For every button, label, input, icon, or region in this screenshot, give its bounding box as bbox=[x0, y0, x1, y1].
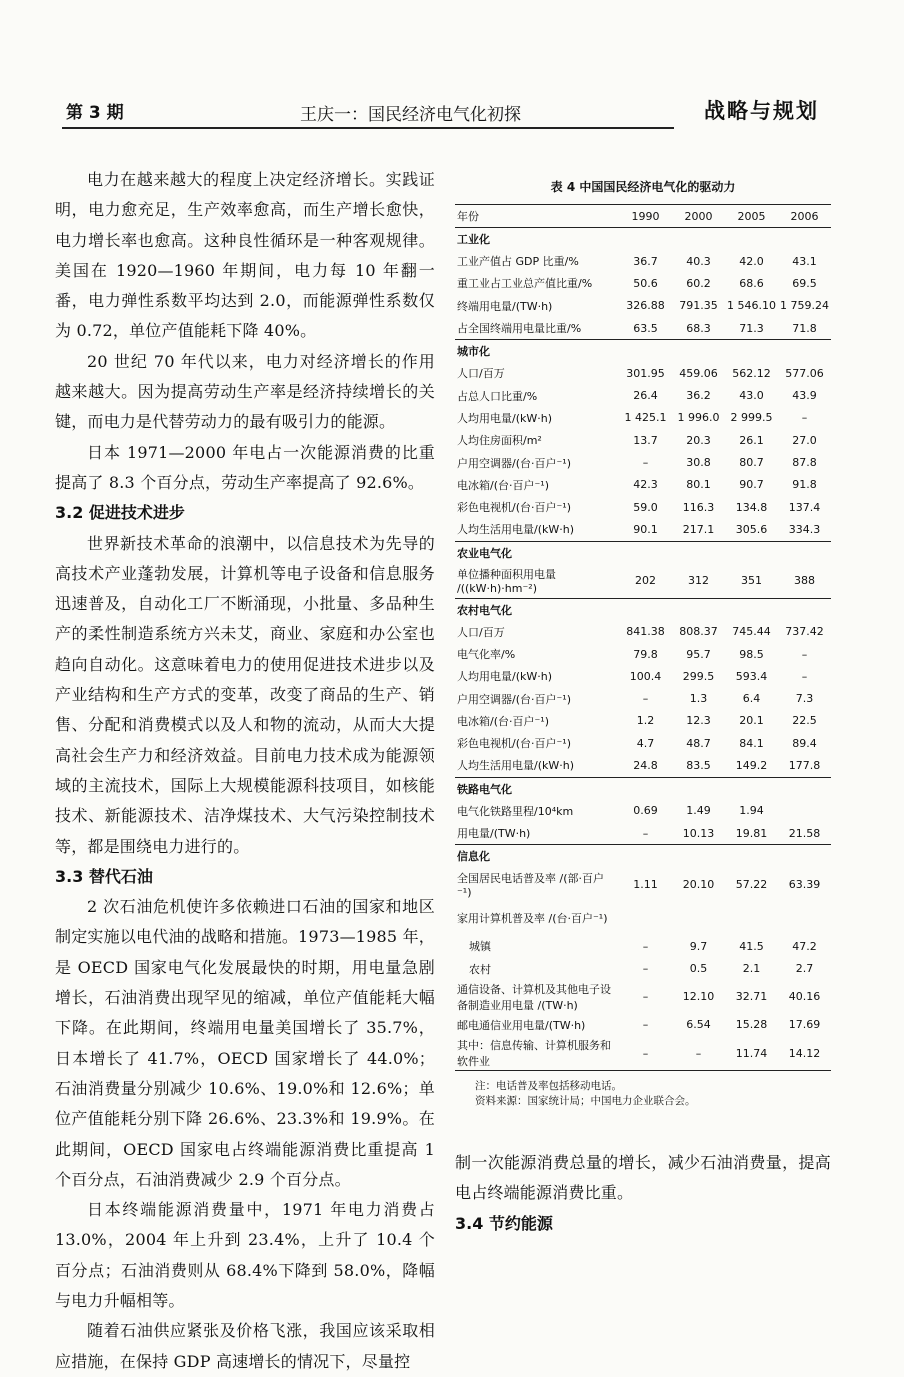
column-header: 1990 bbox=[619, 205, 672, 228]
table-cell: 20.10 bbox=[682, 877, 715, 891]
table-cell: 43.1 bbox=[792, 254, 817, 268]
body-paragraph: 日本终端能源消费量中，1971 年电力消费占 13.0%，2004 年上升到 23.4%，上升了 10.4 个百分点；石油消费则从 68.4%下降到 58.0%，降幅与电力升幅相等。 bbox=[55, 1200, 435, 1310]
table-row bbox=[455, 362, 831, 384]
table-cell: 1 759.24 bbox=[780, 299, 829, 313]
table-cell: 13.7 bbox=[633, 433, 658, 447]
table-cell: 388 bbox=[794, 574, 815, 588]
table-cell: 116.3 bbox=[682, 500, 715, 514]
body-paragraph: 电力在越来越大的程度上决定经济增长。实践证明，电力愈充足，生产效率愈高，而生产增长愈快，电力增长率也愈高。这种良性循环是一种客观规律。美国在 1920—1960 年期间，电力每 10 年翻一番，电力弹性系数平均达到 2.0，而能源弹性系数仅为 0.72，单位产值能耗下降 40%。 bbox=[55, 170, 435, 341]
table-cell: 59.0 bbox=[633, 500, 658, 514]
group-label: 农村电气化 bbox=[455, 598, 831, 621]
row-label: 通信设备、计算机及其他电子设备制造业用电量 /(TW·h) bbox=[457, 982, 611, 1012]
table-cell: 42.0 bbox=[739, 254, 764, 268]
row-label: 人均生活用电量/(kW·h) bbox=[457, 523, 575, 537]
table-group-row bbox=[455, 541, 831, 564]
section-heading: 3.2 促进技术进步 bbox=[55, 503, 185, 523]
table-cell: – bbox=[642, 826, 649, 840]
table-cell: 577.06 bbox=[785, 366, 824, 380]
table-cell: 1.3 bbox=[689, 692, 708, 706]
table-cell: 1.2 bbox=[636, 714, 655, 728]
table-cell bbox=[725, 901, 778, 935]
body-paragraph: 日本 1971—2000 年电占一次能源消费的比重提高了 8.3 个百分点，劳动生产率提高了 92.6%。 bbox=[55, 442, 435, 492]
row-label: 电冰箱/(台·百户⁻¹) bbox=[457, 714, 550, 728]
group-label: 信息化 bbox=[455, 845, 831, 868]
table-cell: 84.1 bbox=[739, 736, 764, 750]
table-cell: 48.7 bbox=[686, 736, 711, 750]
table-cell: – bbox=[619, 1036, 672, 1071]
body-paragraph: 随着石油供应紧张及价格飞涨，我国应该采取相应措施，在保持 GDP 高速增长的情况下，尽量控 bbox=[55, 1321, 435, 1371]
table-cell: 83.5 bbox=[686, 758, 711, 772]
section-heading: 3.4 节约能源 bbox=[455, 1213, 553, 1233]
table-cell: 26.4 bbox=[633, 389, 658, 403]
table-row bbox=[455, 901, 831, 935]
table-cell: – bbox=[642, 962, 649, 976]
table-cell: 1.49 bbox=[686, 804, 711, 818]
row-label: 邮电通信业用电量/(TW·h) bbox=[457, 1018, 586, 1032]
row-label: 人口/百万 bbox=[457, 625, 505, 639]
row-label: 人均用电量/(kW·h) bbox=[457, 670, 553, 684]
body-paragraph: 20 世纪 70 年代以来，电力对经济增长的作用越来越大。因为提高劳动生产率是经济持续增长的关键，而电力是代替劳动力的最有吸引力的能源。 bbox=[55, 351, 435, 432]
table-group-row bbox=[455, 340, 831, 363]
table-row bbox=[455, 958, 831, 980]
table-cell: 808.37 bbox=[679, 625, 718, 639]
body-paragraph: 2 次石油危机使许多依赖进口石油的国家和地区制定实施以电代油的战略和措施。1973—1985 年，是 OECD 国家电气化发展最快的时期，用电量急剧增长，石油消费出现罕见的缩减，单位产值能耗大幅下降。在此期间，终端用电量美国增长了 35.7%，日本增长了 41.7%，OECD 国家增长了 44.0%；石油消费量分别减少 10.6%、19.0%和 12.6%；单位产值能耗分别下降 26.6%、23.3%和 19.9%。在此期间，OECD 国家电占终端能源消费比重提高 1 个百分点，石油消费减少 2.9 个百分点。 bbox=[55, 897, 435, 1189]
table-cell: 593.4 bbox=[735, 669, 768, 683]
table-cell: 326.88 bbox=[626, 299, 665, 313]
table-cell: 334.3 bbox=[788, 522, 821, 536]
table-group-row bbox=[455, 598, 831, 621]
row-label: 终端用电量/(TW·h) bbox=[457, 299, 553, 313]
table-cell: 68.3 bbox=[686, 321, 711, 335]
table-cell bbox=[619, 901, 672, 935]
table-row bbox=[455, 496, 831, 518]
table-cell: 1 546.10 bbox=[727, 299, 776, 313]
table-cell: 15.28 bbox=[735, 1018, 768, 1032]
row-label: 彩色电视机/(台·百户⁻¹) bbox=[457, 501, 572, 515]
table-cell: 791.35 bbox=[679, 299, 718, 313]
table-row bbox=[455, 867, 831, 901]
table-group-row bbox=[455, 777, 831, 800]
section-heading: 3.3 替代石油 bbox=[55, 866, 153, 886]
table-cell: 50.6 bbox=[633, 276, 658, 290]
table-row bbox=[455, 754, 831, 777]
table-cell: 137.4 bbox=[788, 500, 821, 514]
group-label: 城市化 bbox=[455, 340, 831, 363]
table-row bbox=[455, 732, 831, 754]
table-row bbox=[455, 643, 831, 665]
body-paragraph: 制一次能源消费总量的增长，减少石油消费量，提高电占终端能源消费比重。 bbox=[455, 1153, 831, 1203]
table-cell: 4.7 bbox=[636, 736, 655, 750]
group-label: 铁路电气化 bbox=[455, 777, 831, 800]
table-cell: 301.95 bbox=[626, 366, 665, 380]
table-cell: 11.74 bbox=[725, 1036, 778, 1071]
table-cell: – bbox=[642, 456, 649, 470]
table-cell: 91.8 bbox=[792, 478, 817, 492]
table-cell: 79.8 bbox=[633, 647, 658, 661]
table-cell: 737.42 bbox=[785, 625, 824, 639]
table-cell: 42.3 bbox=[633, 478, 658, 492]
table-cell: 89.4 bbox=[792, 736, 817, 750]
table-cell bbox=[778, 800, 831, 822]
table-note: 注：电话普及率包括移动电话。 bbox=[475, 1080, 622, 1093]
row-label: 用电量/(TW·h) bbox=[457, 827, 531, 841]
table-cell: 9.7 bbox=[689, 939, 708, 953]
table-cell: 22.5 bbox=[792, 714, 817, 728]
row-label: 户用空调器/(台·百户⁻¹) bbox=[457, 456, 572, 470]
table-row bbox=[455, 407, 831, 429]
table-row bbox=[455, 935, 831, 957]
right-column-text bbox=[455, 1148, 831, 1239]
table-note: 资料来源：国家统计局；中国电力企业联合会。 bbox=[475, 1095, 696, 1108]
table-cell: 149.2 bbox=[735, 758, 768, 772]
table-cell: – bbox=[642, 939, 649, 953]
row-label: 农村 bbox=[469, 962, 491, 976]
table-row bbox=[455, 687, 831, 709]
table-cell: 90.7 bbox=[739, 478, 764, 492]
table-cell: 312 bbox=[688, 574, 709, 588]
table-cell: 12.3 bbox=[686, 714, 711, 728]
table-cell: 90.1 bbox=[633, 522, 658, 536]
row-label: 工业产值占 GDP 比重/% bbox=[457, 255, 579, 269]
column-header: 2005 bbox=[725, 205, 778, 228]
table-cell: 36.7 bbox=[633, 254, 658, 268]
row-label: 重工业占工业总产值比重/% bbox=[457, 277, 593, 291]
table-cell: 32.71 bbox=[735, 990, 768, 1004]
table-cell: 459.06 bbox=[679, 366, 718, 380]
table-cell: – bbox=[672, 1036, 725, 1071]
table-cell: 841.38 bbox=[626, 625, 665, 639]
table-cell: 21.58 bbox=[788, 826, 821, 840]
table-cell: 20.1 bbox=[739, 714, 764, 728]
table-cell: 80.1 bbox=[686, 478, 711, 492]
table-header-row bbox=[455, 205, 831, 228]
table-row bbox=[455, 665, 831, 687]
table-cell: 134.8 bbox=[735, 500, 768, 514]
row-label: 全国居民电话普及率 /(部·百户⁻¹) bbox=[457, 871, 604, 899]
table-cell: 299.5 bbox=[682, 669, 715, 683]
table-cell: 217.1 bbox=[682, 522, 715, 536]
column-header: 2000 bbox=[672, 205, 725, 228]
table-cell: 43.0 bbox=[739, 389, 764, 403]
table-cell: 63.39 bbox=[788, 877, 821, 891]
table-cell: 12.10 bbox=[682, 990, 715, 1004]
table-cell: 47.2 bbox=[792, 939, 817, 953]
group-label: 工业化 bbox=[457, 233, 490, 246]
table-cell: 57.22 bbox=[735, 877, 768, 891]
table-cell: 43.9 bbox=[792, 389, 817, 403]
table-cell: 63.5 bbox=[633, 321, 658, 335]
row-label: 人均用电量/(kW·h) bbox=[457, 411, 553, 425]
table-cell: – bbox=[642, 990, 649, 1004]
table-row bbox=[455, 800, 831, 822]
table-row bbox=[455, 518, 831, 541]
issue-number: 第 3 期 bbox=[66, 103, 124, 123]
table-cell: 1.11 bbox=[633, 877, 658, 891]
table-cell: 87.8 bbox=[792, 456, 817, 470]
table-cell: 10.13 bbox=[682, 826, 715, 840]
table-notes bbox=[455, 1079, 831, 1109]
table-row bbox=[455, 272, 831, 294]
table-cell: 14.12 bbox=[778, 1036, 831, 1071]
running-title: 王庆一：国民经济电气化初探 bbox=[300, 105, 521, 125]
table-cell: 202 bbox=[635, 574, 656, 588]
table-cell: 2 999.5 bbox=[730, 411, 773, 425]
table-row bbox=[455, 710, 831, 732]
table-cell: 40.3 bbox=[686, 254, 711, 268]
body-paragraph: 世界新技术革命的浪潮中，以信息技术为先导的高技术产业蓬勃发展，计算机等电子设备和信息服务迅速普及，自动化工厂不断涌现，小批量、多品种生产的柔性制造系统方兴未艾，商业、家庭和办公室也趋向自动化。这意味着电力的使用促进技术进步以及产业结构和生产方式的变革，改变了商品的生产、销售、分配和消费模式以及人和物的流动，从而大大提高社会生产力和经济效益。目前电力技术成为能源领域的主流技术，国际上大规模能源科技项目，如核能技术、新能源技术、洁净煤技术、大气污染控制技术等，都是围绕电力进行的。 bbox=[55, 533, 435, 856]
column-header: 2006 bbox=[778, 205, 831, 228]
table-cell: 36.2 bbox=[686, 389, 711, 403]
table-cell: 80.7 bbox=[739, 456, 764, 470]
table-cell: 40.16 bbox=[788, 990, 821, 1004]
row-label: 人均住房面积/m² bbox=[457, 434, 542, 448]
table-cell: 0.5 bbox=[689, 962, 708, 976]
table-cell: 71.3 bbox=[739, 321, 764, 335]
row-label: 人口/百万 bbox=[457, 367, 505, 381]
page-header bbox=[0, 0, 904, 130]
table-cell: 30.8 bbox=[686, 456, 711, 470]
table-cell: 2.7 bbox=[795, 962, 814, 976]
row-label: 彩色电视机/(台·百户⁻¹) bbox=[457, 737, 572, 751]
table-row bbox=[455, 317, 831, 340]
table-cell: 6.4 bbox=[742, 692, 761, 706]
table-cell: 351 bbox=[741, 574, 762, 588]
table-cell: 20.3 bbox=[686, 433, 711, 447]
row-label: 家用计算机普及率 /(台·百户⁻¹) bbox=[457, 912, 608, 926]
table-cell: 1 425.1 bbox=[624, 411, 667, 425]
table-cell: 7.3 bbox=[795, 692, 814, 706]
table-row bbox=[455, 1036, 831, 1071]
table-cell: 19.81 bbox=[735, 826, 768, 840]
table-cell: – bbox=[642, 692, 649, 706]
section-tag: 战略与规划 bbox=[704, 99, 819, 123]
table-group-row bbox=[455, 228, 831, 251]
table-row bbox=[455, 429, 831, 451]
row-label: 人均生活用电量/(kW·h) bbox=[457, 759, 575, 773]
table-cell: 24.8 bbox=[633, 758, 658, 772]
row-label: 其中：信息传输、计算机服务和软件业 bbox=[455, 1036, 619, 1071]
table-cell: 1.94 bbox=[739, 804, 764, 818]
table-row bbox=[455, 295, 831, 317]
row-label: 城镇 bbox=[469, 940, 491, 954]
table-cell: 27.0 bbox=[792, 433, 817, 447]
table-row bbox=[455, 1014, 831, 1036]
group-label: 农业电气化 bbox=[455, 541, 831, 564]
table-cell: 305.6 bbox=[735, 522, 768, 536]
table-cell: 0.69 bbox=[633, 804, 658, 818]
data-table bbox=[455, 204, 831, 1071]
table-row bbox=[455, 621, 831, 643]
table-cell: 17.69 bbox=[788, 1018, 821, 1032]
table-row bbox=[455, 250, 831, 272]
header-rule bbox=[62, 127, 674, 129]
row-label: 单位播种面积用电量 /((kW·h)·hm⁻²) bbox=[457, 568, 556, 596]
table-cell: 562.12 bbox=[732, 366, 771, 380]
table-row bbox=[455, 474, 831, 496]
table-cell: 60.2 bbox=[686, 276, 711, 290]
table-row bbox=[455, 564, 831, 599]
table-cell: 95.7 bbox=[686, 647, 711, 661]
table-group-row bbox=[455, 845, 831, 868]
table-cell: – bbox=[801, 669, 808, 683]
table-cell: 2.1 bbox=[742, 962, 761, 976]
row-label: 电冰箱/(台·百户⁻¹) bbox=[457, 478, 550, 492]
table-cell: 177.8 bbox=[788, 758, 821, 772]
table-cell: – bbox=[801, 411, 808, 425]
row-label: 占总人口比重/% bbox=[457, 389, 538, 403]
table-cell: 1 996.0 bbox=[677, 411, 720, 425]
right-column bbox=[455, 178, 831, 1109]
row-label: 户用空调器/(台·百户⁻¹) bbox=[457, 692, 572, 706]
column-header: 年份 bbox=[455, 205, 619, 228]
table-cell: 71.8 bbox=[792, 321, 817, 335]
table-row bbox=[455, 451, 831, 473]
table-cell: 745.44 bbox=[732, 625, 771, 639]
table-caption: 表 4 中国国民经济电气化的驱动力 bbox=[550, 180, 736, 194]
table-cell: 41.5 bbox=[739, 939, 764, 953]
table-cell: 68.6 bbox=[739, 276, 764, 290]
row-label: 占全国终端用电量比重/% bbox=[457, 322, 582, 336]
left-column bbox=[55, 165, 435, 1377]
table-row bbox=[455, 384, 831, 406]
row-label: 电气化铁路里程/10⁴km bbox=[457, 804, 574, 818]
table-cell bbox=[672, 901, 725, 935]
table-row bbox=[455, 980, 831, 1014]
table-cell: 100.4 bbox=[629, 669, 662, 683]
table-cell: 98.5 bbox=[739, 647, 764, 661]
table-row bbox=[455, 822, 831, 845]
table-cell: 6.54 bbox=[686, 1018, 711, 1032]
table-cell: 26.1 bbox=[739, 433, 764, 447]
row-label: 电气化率/% bbox=[457, 648, 516, 661]
table-cell: – bbox=[801, 647, 808, 661]
table-cell: – bbox=[642, 1018, 649, 1032]
table-cell bbox=[778, 901, 831, 935]
table-cell: 69.5 bbox=[792, 276, 817, 290]
